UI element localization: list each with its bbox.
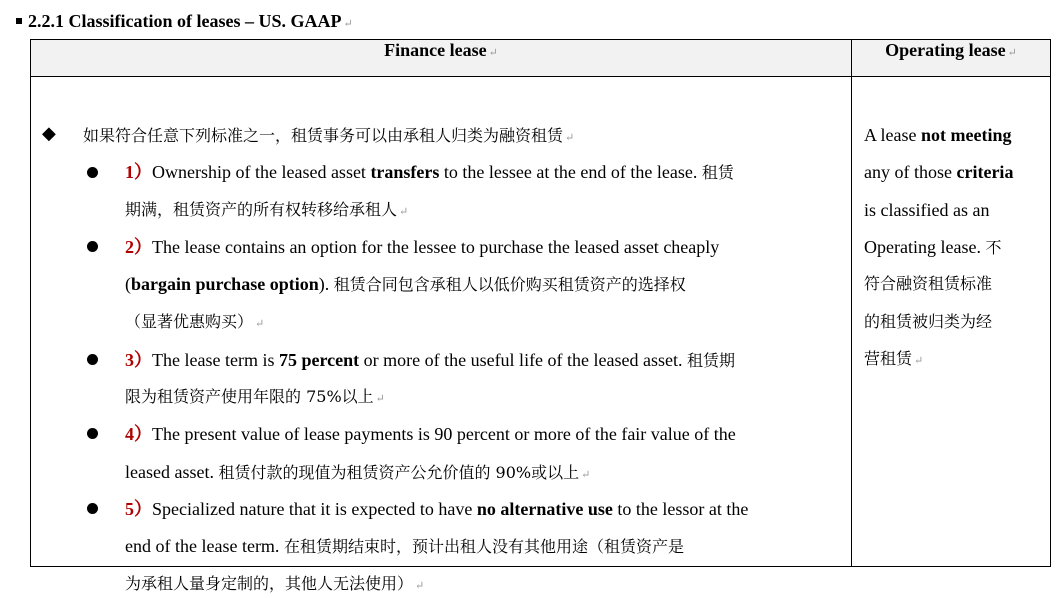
criterion-3-line-1 (125, 348, 735, 373)
criterion-5-number: 5） (125, 499, 152, 519)
criterion-5-text-cjk: 在租赁期结束时，预计出租人没有其他用途（租赁资产是 (283, 537, 684, 556)
header-finance-label: Finance lease (384, 40, 487, 60)
criterion-2-paren-close: ). (318, 274, 334, 294)
operating-text-cjk-4: 营租赁 (864, 349, 913, 368)
operating-line-6 (864, 310, 992, 334)
criterion-5-text-a: Specialized nature that it is expected to have (152, 499, 477, 519)
criterion-1-bullet-icon (87, 167, 98, 178)
criterion-1-text-bold: transfers (370, 162, 440, 182)
operating-line-2 (864, 160, 1013, 184)
operating-line-3 (864, 198, 989, 222)
criterion-4-bullet-icon (87, 428, 98, 439)
content-row (31, 77, 1051, 567)
header-operating-lease (852, 40, 1051, 77)
operating-text-bold-1: not meeting (920, 125, 1012, 145)
operating-text-bold-2: criteria (956, 162, 1014, 182)
operating-line-5 (864, 272, 992, 296)
operating-line-1 (864, 123, 1011, 147)
criterion-5-text-bold: no alternative use (476, 499, 613, 519)
operating-line-7 (864, 347, 923, 373)
criterion-2-number: 2） (125, 237, 152, 257)
criterion-5-bullet-icon (87, 503, 98, 514)
criterion-2-text-bold: bargain purchase option (131, 274, 319, 294)
paragraph-mark: ↵ (415, 579, 425, 592)
paragraph-mark: ↵ (565, 131, 575, 144)
criterion-5-line-2 (125, 534, 684, 559)
paragraph-mark: ↵ (581, 469, 591, 481)
criterion-1-text-cjk: 租赁 (701, 163, 734, 182)
paragraph-mark: ↵ (399, 205, 409, 218)
operating-text-cjk-1: 不 (985, 238, 1002, 257)
criterion-5-line-1 (125, 497, 748, 521)
diamond-bullet: ◆ (42, 123, 56, 143)
lease-classification-table (30, 39, 1051, 593)
criterion-2-text-a: The lease contains an option for the lessee to purchase the leased asset cheaply (152, 237, 720, 257)
intro-text (83, 124, 574, 150)
criterion-1-line-1 (125, 160, 734, 185)
criterion-3-bullet-icon (87, 354, 98, 365)
criterion-3-text-c: or more of the useful life of the leased asset. (359, 350, 687, 370)
criterion-1-line-2 (125, 198, 408, 224)
header-finance-lease (31, 40, 852, 77)
criterion-2-text-cjk-3: （显著优惠购买） (125, 312, 254, 331)
paragraph-mark: ↵ (343, 18, 353, 30)
criterion-2-paren-open: ( (125, 274, 131, 294)
criterion-3-line-2 (125, 385, 385, 411)
intro-label: 如果符合任意下列标准之一，租赁事务可以由承租人归类为融资租赁 (83, 126, 564, 145)
criterion-1-text-c: to the lessee at the end of the lease. (439, 162, 702, 182)
header-operating-label: Operating lease (885, 40, 1006, 60)
paragraph-mark: ↵ (375, 392, 385, 405)
paragraph-mark: ↵ (914, 354, 924, 367)
paragraph-mark: ↵ (1007, 47, 1017, 59)
criterion-2-bullet-icon (87, 241, 98, 252)
criterion-5-text-c: to the lessor at the (612, 499, 749, 519)
criterion-3-text-cjk: 租赁期 (687, 351, 736, 370)
paragraph-mark: ↵ (255, 317, 265, 330)
criterion-2-line-3 (125, 310, 264, 336)
criterion-5-text-cjk-3: 为承租人量身定制的，其他人无法使用） (125, 574, 414, 593)
operating-text-cjk-3: 的租赁被归类为经 (864, 312, 993, 331)
operating-line-4 (864, 235, 1001, 260)
criterion-1-text-a: Ownership of the leased asset (152, 162, 371, 182)
criterion-2-text-cjk: 租赁合同包含承租人以低价购买租赁资产的选择权 (333, 275, 686, 294)
criterion-1-text-cjk-2: 期满，租赁资产的所有权转移给承租人 (125, 200, 398, 219)
criterion-4-line-1 (125, 422, 736, 446)
header-row (31, 40, 1051, 77)
criterion-1-number: 1） (125, 162, 152, 182)
criterion-4-text-b: leased asset. (125, 462, 219, 482)
criterion-2-line-1 (125, 235, 719, 259)
section-heading (16, 10, 353, 35)
criterion-5-line-3 (125, 572, 424, 598)
operating-text-cjk-2: 符合融资租赁标准 (864, 274, 993, 293)
operating-lease-cell (852, 77, 1051, 567)
criterion-2-line-2 (125, 272, 686, 297)
criterion-3-text-a: The lease term is (152, 350, 279, 370)
section-heading-text: 2.2.1 Classification of leases – US. GAAP (28, 11, 342, 31)
criterion-3-number: 3） (125, 350, 152, 370)
criterion-4-line-2 (125, 460, 590, 487)
square-bullet-icon (16, 18, 22, 24)
operating-text-c: is classified as an (864, 200, 990, 220)
criterion-4-number: 4） (125, 424, 152, 444)
criterion-3-text-cjk-2: 限为租赁资产使用年限的 75%以上 (125, 387, 374, 406)
operating-text-d: Operating lease. (864, 237, 986, 257)
paragraph-mark: ↵ (488, 47, 498, 59)
criterion-3-text-bold: 75 percent (278, 350, 360, 370)
finance-lease-cell (31, 77, 852, 593)
criterion-4-text-cjk: 租赁付款的现值为租赁资产公允价值的 90%或以上 (218, 463, 580, 482)
criterion-4-text-a: The present value of lease payments is 90 percent or more of the fair value of the (152, 424, 736, 444)
operating-text-b: any of those (864, 162, 957, 182)
operating-text-a: A lease (864, 125, 921, 145)
criterion-5-text-d: end of the lease term. (125, 536, 284, 556)
